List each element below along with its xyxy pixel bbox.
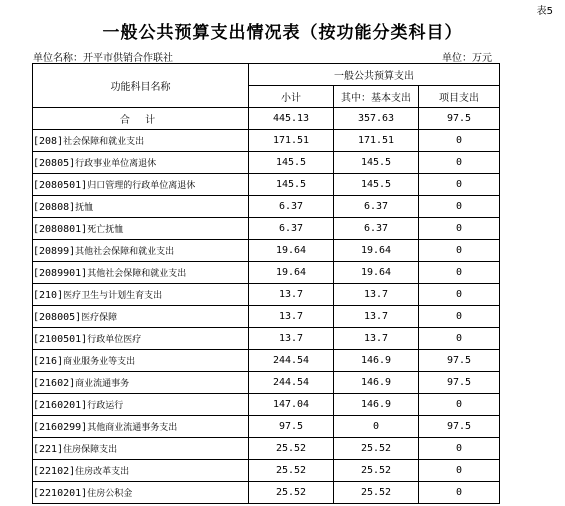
row-basic: 145.5 — [334, 174, 419, 196]
row-label — [33, 218, 249, 240]
row-label — [33, 482, 249, 504]
row-label — [33, 394, 249, 416]
row-label — [33, 438, 249, 460]
row-label — [33, 306, 249, 328]
row-name: 其他商业流通事务支出 — [87, 423, 178, 433]
table-row — [33, 372, 500, 394]
row-code: [21602] — [33, 378, 76, 389]
table-row — [33, 130, 500, 152]
header-group: 一般公共预算支出 — [249, 64, 500, 86]
table-row — [33, 416, 500, 438]
row-name: 社会保障和就业支出 — [63, 137, 145, 147]
row-basic: 171.51 — [334, 130, 419, 152]
total-label: 合 计 — [33, 108, 249, 130]
row-name: 医疗卫生与计划生育支出 — [63, 291, 163, 301]
row-code: [210] — [33, 290, 64, 301]
row-label — [33, 284, 249, 306]
row-project: 0 — [419, 130, 500, 152]
row-name: 住房保障支出 — [63, 445, 118, 455]
row-code: [2089901] — [33, 268, 88, 279]
row-subtotal: 13.7 — [249, 306, 334, 328]
row-basic: 146.9 — [334, 350, 419, 372]
row-project: 0 — [419, 152, 500, 174]
row-name: 行政事业单位离退休 — [75, 159, 157, 169]
row-subtotal: 145.5 — [249, 152, 334, 174]
row-label — [33, 174, 249, 196]
row-code: [221] — [33, 444, 64, 455]
row-name: 其他社会保障和就业支出 — [75, 247, 175, 257]
row-label — [33, 350, 249, 372]
row-code: [2080801] — [33, 224, 88, 235]
budget-table — [32, 63, 500, 504]
row-basic: 19.64 — [334, 240, 419, 262]
row-subtotal: 6.37 — [249, 218, 334, 240]
row-label — [33, 152, 249, 174]
row-basic: 0 — [334, 416, 419, 438]
row-label — [33, 416, 249, 438]
row-code: [20808] — [33, 202, 76, 213]
row-project: 0 — [419, 284, 500, 306]
row-project: 0 — [419, 438, 500, 460]
row-subtotal: 147.04 — [249, 394, 334, 416]
table-row — [33, 174, 500, 196]
row-subtotal: 145.5 — [249, 174, 334, 196]
row-label — [33, 240, 249, 262]
header-row-group — [33, 64, 500, 86]
row-name: 商业流通事务 — [75, 379, 130, 389]
header-project: 项目支出 — [419, 86, 500, 108]
table-row — [33, 438, 500, 460]
row-project: 0 — [419, 482, 500, 504]
row-basic: 25.52 — [334, 482, 419, 504]
row-subtotal: 19.64 — [249, 262, 334, 284]
row-subtotal: 244.54 — [249, 372, 334, 394]
table-row — [33, 460, 500, 482]
row-name: 行政单位医疗 — [87, 335, 142, 345]
row-label — [33, 460, 249, 482]
row-subtotal: 97.5 — [249, 416, 334, 438]
row-code: [20805] — [33, 158, 76, 169]
row-name: 住房公积金 — [87, 489, 133, 499]
row-name: 死亡抚恤 — [87, 225, 124, 235]
row-subtotal: 25.52 — [249, 482, 334, 504]
row-project: 0 — [419, 196, 500, 218]
row-label — [33, 372, 249, 394]
header-basic: 其中：基本支出 — [334, 86, 419, 108]
table-row — [33, 240, 500, 262]
row-code: [2080501] — [33, 180, 88, 191]
row-basic: 19.64 — [334, 262, 419, 284]
header-subtotal: 小计 — [249, 86, 334, 108]
row-code: [2210201] — [33, 488, 88, 499]
row-subtotal: 25.52 — [249, 438, 334, 460]
row-project: 0 — [419, 262, 500, 284]
table-row — [33, 394, 500, 416]
page-number: 表5 — [536, 6, 553, 17]
row-name: 商业服务业等支出 — [63, 357, 136, 367]
row-project: 97.5 — [419, 350, 500, 372]
row-code: [2160299] — [33, 422, 88, 433]
row-subtotal: 25.52 — [249, 460, 334, 482]
table-row — [33, 152, 500, 174]
row-label — [33, 262, 249, 284]
row-label — [33, 130, 249, 152]
row-project: 0 — [419, 328, 500, 350]
row-basic: 145.5 — [334, 152, 419, 174]
total-row — [33, 108, 500, 130]
table-row — [33, 284, 500, 306]
row-code: [208] — [33, 136, 64, 147]
row-code: [2100501] — [33, 334, 88, 345]
table-row — [33, 306, 500, 328]
row-name: 归口管理的行政单位离退休 — [87, 181, 196, 191]
row-basic: 25.52 — [334, 438, 419, 460]
row-basic: 13.7 — [334, 328, 419, 350]
row-name: 抚恤 — [75, 203, 94, 213]
row-subtotal: 19.64 — [249, 240, 334, 262]
money-unit: 单位：万元 — [442, 53, 492, 64]
row-project: 0 — [419, 394, 500, 416]
row-subtotal: 244.54 — [249, 350, 334, 372]
row-name: 住房改革支出 — [75, 467, 130, 477]
row-basic: 13.7 — [334, 306, 419, 328]
row-basic: 25.52 — [334, 460, 419, 482]
row-name: 其他社会保障和就业支出 — [87, 269, 187, 279]
row-project: 0 — [419, 306, 500, 328]
row-basic: 146.9 — [334, 394, 419, 416]
row-subtotal: 6.37 — [249, 196, 334, 218]
header-item-name: 功能科目名称 — [33, 64, 249, 108]
row-subtotal: 171.51 — [249, 130, 334, 152]
row-subtotal: 13.7 — [249, 328, 334, 350]
row-code: [216] — [33, 356, 64, 367]
table-row — [33, 262, 500, 284]
row-project: 0 — [419, 218, 500, 240]
row-basic: 13.7 — [334, 284, 419, 306]
row-name: 医疗保障 — [81, 313, 118, 323]
unit-name: 单位名称：开平市供销合作联社 — [33, 53, 173, 64]
table-row — [33, 196, 500, 218]
table-row — [33, 328, 500, 350]
row-basic: 146.9 — [334, 372, 419, 394]
row-code: [2160201] — [33, 400, 88, 411]
total-basic: 357.63 — [334, 108, 419, 130]
row-project: 0 — [419, 460, 500, 482]
row-basic: 6.37 — [334, 196, 419, 218]
row-code: [22102] — [33, 466, 76, 477]
row-name: 行政运行 — [87, 401, 124, 411]
row-subtotal: 13.7 — [249, 284, 334, 306]
table-row — [33, 350, 500, 372]
total-subtotal: 445.13 — [249, 108, 334, 130]
row-code: [20899] — [33, 246, 76, 257]
row-basic: 6.37 — [334, 218, 419, 240]
row-project: 97.5 — [419, 372, 500, 394]
total-project: 97.5 — [419, 108, 500, 130]
row-code: [208005] — [33, 312, 82, 323]
page-title: 一般公共预算支出情况表（按功能分类科目） — [102, 23, 463, 43]
row-project: 0 — [419, 240, 500, 262]
row-label — [33, 196, 249, 218]
row-label — [33, 328, 249, 350]
row-project: 97.5 — [419, 416, 500, 438]
table-row — [33, 482, 500, 504]
row-project: 0 — [419, 174, 500, 196]
table-row — [33, 218, 500, 240]
